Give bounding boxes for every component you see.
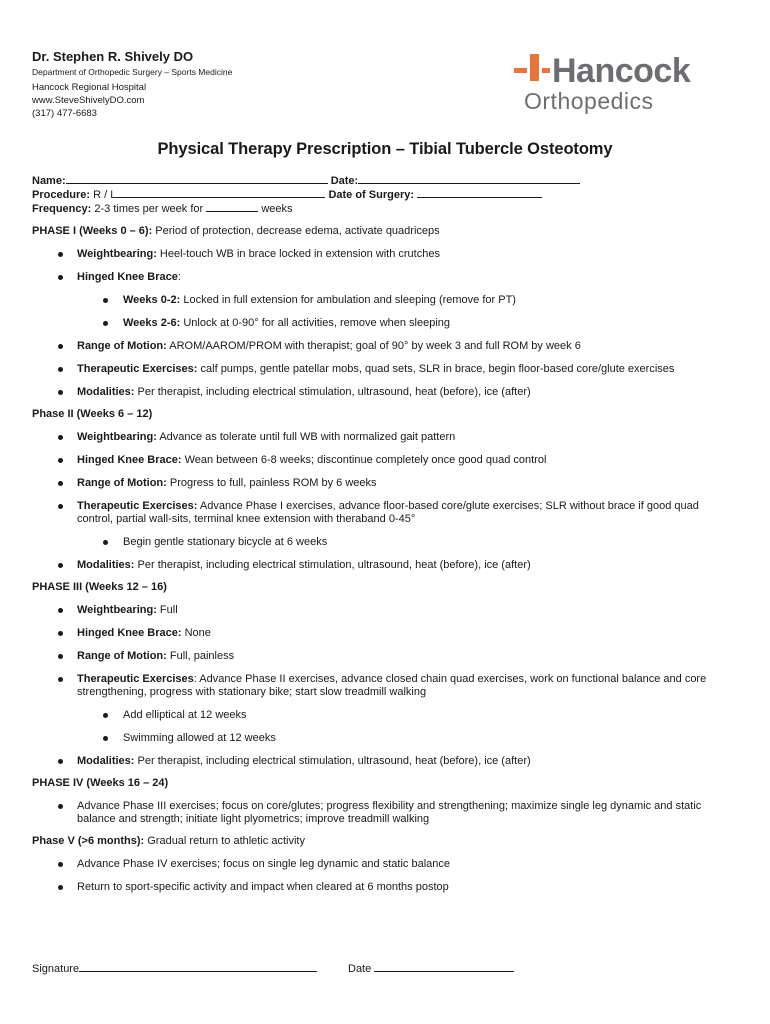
signature-row	[32, 962, 317, 975]
frequency-label: Frequency:	[32, 203, 92, 215]
item-text: Return to sport-specific activity and impact when cleared at 6 months postop	[77, 881, 449, 893]
phase-4-list	[32, 800, 737, 826]
procedure-side: R / L	[93, 189, 117, 201]
phase-3-swimming	[32, 732, 737, 745]
logo-brand-text: Hancock	[552, 52, 691, 90]
frequency-suffix: weeks	[261, 203, 293, 215]
item-text: Advance as tolerate until full WB with normalized gait pattern	[159, 431, 456, 443]
phase-4-heading: PHASE IV (Weeks 16 – 24)	[32, 777, 169, 789]
frequency-weeks-field[interactable]	[206, 202, 258, 212]
item-label: Hinged Knee Brace	[77, 271, 178, 283]
item-text: Heel-touch WB in brace locked in extension with crutches	[159, 248, 440, 260]
phase-2-heading: Phase II (Weeks 6 – 12)	[32, 408, 153, 420]
item-text: : Advance Phase II exercises, advance closed chain quad exercises, work on functional balance and core strengthening, progress with stationary bike; start slow treadmill walking	[77, 673, 707, 698]
item-label: Hinged Knee Brace:	[77, 627, 182, 639]
logo-sub-text: Orthopedics	[524, 88, 654, 114]
item-label: Range of Motion:	[77, 650, 167, 662]
item-text: Advance Phase III exercises; focus on core/glutes; progress flexibility and strengthening; maximize single leg dynamic and static balance and strength; initiate light plyometrics; improve treadmill walking	[77, 800, 702, 825]
item-label: Therapeutic Exercises:	[77, 363, 198, 375]
item-text: Progress to full, painless ROM by 6 weeks	[169, 477, 377, 489]
phase-1-description: Period of protection, decrease edema, activate quadriceps	[155, 225, 440, 237]
phase-1-heading: PHASE I (Weeks 0 – 6):	[32, 225, 153, 237]
name-field[interactable]	[66, 174, 328, 184]
item-text: Advance Phase I exercises, advance floor-based core/glute exercises; SLR without brace if good quad control, partial wall-sits, terminal knee extension with theraband 0-45°	[77, 500, 699, 525]
item-text: Locked in full extension for ambulation and sleeping (remove for PT)	[183, 294, 516, 306]
surgery-date-field[interactable]	[417, 188, 542, 198]
phase-3-heading: PHASE III (Weeks 12 – 16)	[32, 581, 167, 593]
item-label: Therapeutic Exercises:	[77, 500, 198, 512]
doctor-name: Dr. Stephen R. Shively DO	[32, 49, 194, 64]
phase-5-heading-row	[32, 835, 737, 848]
item-text: Per therapist, including electrical stimulation, ultrasound, heat (before), ice (after)	[137, 386, 531, 398]
hospital-name: Hancock Regional Hospital	[32, 82, 147, 93]
phase-3-modalities	[32, 755, 737, 768]
signature-date-row	[348, 962, 514, 975]
phase-2-bike	[32, 536, 737, 549]
signature-label: Signature	[32, 963, 80, 975]
phase-3-exercises	[32, 673, 737, 699]
item-label: Weightbearing:	[77, 431, 157, 443]
frequency-row	[32, 202, 737, 216]
date-label: Date:	[330, 175, 359, 187]
item-text: Full, painless	[169, 650, 235, 662]
procedure-field[interactable]	[116, 188, 325, 198]
logo-h-mark-icon	[514, 54, 554, 81]
frequency-prefix: 2-3 times per week for	[94, 203, 204, 215]
item-label: Weeks 0-2:	[123, 294, 181, 306]
item-text: AROM/AAROM/PROM with therapist; goal of 90° by week 3 and full ROM by week 6	[169, 340, 581, 352]
item-text: Unlock at 0-90° for all activities, remove when sleeping	[183, 317, 451, 329]
phase-1-rom	[32, 340, 737, 353]
phase-4-heading-row	[32, 777, 737, 790]
item-text: :	[177, 271, 181, 283]
phase-2-list	[32, 431, 737, 572]
phase-3-weightbearing	[32, 604, 737, 617]
phase-3-elliptical	[32, 709, 737, 722]
phone: (317) 477-6683	[32, 108, 97, 119]
phase-1-weightbearing	[32, 248, 737, 261]
department: Department of Orthopedic Surgery – Sports Medicine	[32, 67, 233, 77]
phase-5-description: Gradual return to athletic activity	[147, 835, 305, 847]
signature-field[interactable]	[79, 962, 317, 972]
item-label: Modalities:	[77, 755, 135, 767]
item-text: calf pumps, gentle patellar mobs, quad sets, SLR in brace, begin floor-based core/glute exercises	[200, 363, 675, 375]
item-label: Hinged Knee Brace:	[77, 454, 182, 466]
item-text: Swimming allowed at 12 weeks	[123, 732, 276, 744]
item-label: Modalities:	[77, 386, 135, 398]
procedure-label: Procedure:	[32, 189, 91, 201]
phase-2-heading-row	[32, 408, 737, 421]
surgery-date-label: Date of Surgery:	[328, 189, 415, 201]
phase-2-brace	[32, 454, 737, 467]
phase-2-exercises	[32, 500, 737, 526]
name-date-row	[32, 174, 737, 188]
item-text: None	[184, 627, 211, 639]
item-text: Add elliptical at 12 weeks	[123, 709, 247, 721]
phase-2-modalities	[32, 559, 737, 572]
item-label: Weightbearing:	[77, 248, 157, 260]
phase-1-heading-row	[32, 225, 737, 238]
practice-header	[32, 50, 232, 120]
phase-3-heading-row	[32, 581, 737, 594]
website: www.SteveShivelyDO.com	[32, 95, 145, 106]
phase-5-list	[32, 858, 737, 894]
item-label: Weightbearing:	[77, 604, 157, 616]
phase-2-weightbearing	[32, 431, 737, 444]
phase-1-brace	[32, 271, 737, 284]
item-label: Range of Motion:	[77, 340, 167, 352]
item-label: Range of Motion:	[77, 477, 167, 489]
phase-2-rom	[32, 477, 737, 490]
phase-4-item	[32, 800, 737, 826]
date-field[interactable]	[358, 174, 580, 184]
procedure-row	[32, 188, 737, 202]
phase-1-list	[32, 248, 737, 399]
item-label: Weeks 2-6:	[123, 317, 181, 329]
item-label: Modalities:	[77, 559, 135, 571]
phase-3-rom	[32, 650, 737, 663]
item-text: Advance Phase IV exercises; focus on single leg dynamic and static balance	[77, 858, 450, 870]
item-label: Therapeutic Exercises	[77, 673, 194, 685]
phase-5-heading: Phase V (>6 months):	[32, 835, 145, 847]
name-label: Name:	[32, 175, 66, 187]
phase-1-weeks-0-2	[32, 294, 737, 307]
phase-5-item-2	[32, 881, 737, 894]
signature-date-label: Date	[348, 963, 372, 975]
prescription-body	[32, 174, 737, 894]
hancock-orthopedics-logo	[512, 52, 744, 114]
phase-1-weeks-2-6	[32, 317, 737, 330]
document-title: Physical Therapy Prescription – Tibial Tubercle Osteotomy	[157, 140, 613, 158]
item-text: Full	[159, 604, 178, 616]
phase-1-modalities	[32, 386, 737, 399]
item-text: Per therapist, including electrical stimulation, ultrasound, heat (before), ice (after)	[137, 559, 531, 571]
signature-date-field[interactable]	[374, 962, 514, 972]
item-text: Wean between 6-8 weeks; discontinue completely once good quad control	[184, 454, 547, 466]
phase-5-item-1	[32, 858, 737, 871]
phase-3-brace	[32, 627, 737, 640]
phase-1-exercises	[32, 363, 737, 376]
phase-3-list	[32, 604, 737, 768]
item-text: Begin gentle stationary bicycle at 6 weeks	[123, 536, 328, 548]
item-text: Per therapist, including electrical stimulation, ultrasound, heat (before), ice (after)	[137, 755, 531, 767]
